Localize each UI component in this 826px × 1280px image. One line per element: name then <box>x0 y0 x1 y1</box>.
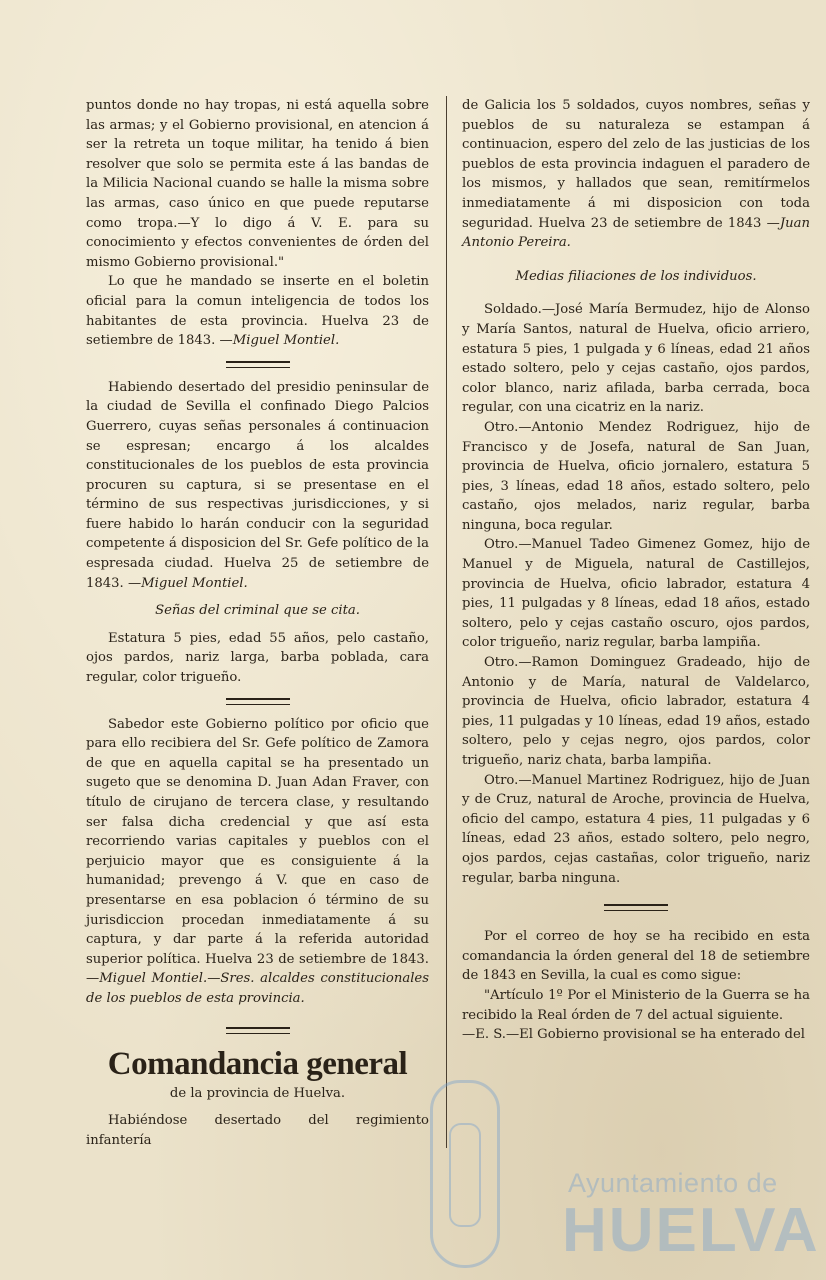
articulo-paragraph: "Artículo 1º Por el Ministerio de la Guerra se ha recibido la Real órden de 7 del actual siguiente. <box>462 987 810 1023</box>
watermark-line-1: Ayuntamiento de <box>568 1168 778 1198</box>
section-rule <box>604 904 668 911</box>
city-shield-icon <box>430 1080 500 1268</box>
column-divider <box>446 96 447 1148</box>
soldier-entry: Otro.—Antonio Mendez Rodriguez, hijo de Francisco y de Josefa, natural de San Juan, provincia de Huelva, oficio jornalero, estatura 5 pies, 3 líneas, edad 18 años, estado soltero, pelo castaño, ojos melados, nariz regular, barba ninguna, boca regular. <box>462 419 810 533</box>
left-paragraph-4-text: Sabedor este Gobierno político por oficio que para ello recibiera del Sr. Gefe político de Zamora de que en aquella capital se ha presentado un sugeto que se denomina D. Juan Adan Fraver, con título de cirujano de tercera clase, y resultando ser falsa dicha credencial y que así esta recorriendo varias capitales y pueblos con el perjuicio mayor que es consiguiente á la humanidad; prevengo á V. que en caso de presentarse en esa poblacion ó término de su jurisdiccion procedan inmediatamente á su captura, y dar parte á la referida autoridad superior política. Huelva 23 de setiembre de 1843. <box>86 716 429 967</box>
senas-heading: Señas del criminal que se cita. <box>155 603 360 619</box>
right-paragraph-1 <box>462 96 810 253</box>
left-paragraph-3 <box>86 378 429 594</box>
left-column <box>86 96 429 1150</box>
watermark-line-2: HUELVA <box>562 1196 820 1265</box>
left-paragraph-5: Habiéndose desertado del regimiento infantería <box>86 1113 429 1148</box>
soldier-entry: Otro.—Manuel Tadeo Gimenez Gomez, hijo de Manuel y de Miguela, natural de Castillejos, provincia de Huelva, oficio labrador, estatura 4 pies, 11 pulgadas y 8 líneas, edad 18 años, estado soltero, pelo y cejas castaño oscuro, ojos pardos, color trigueño, nariz regular, barba lampiña. <box>462 537 810 651</box>
headline-comandancia: Comandancia general <box>107 1045 408 1082</box>
soldier-entry: Soldado.—José María Bermudez, hijo de Alonso y María Santos, natural de Huelva, oficio arriero, estatura 5 pies, 1 pulgada y 6 líneas, edad 21 años estado soltero, pelo y cejas castaño, ojos pardos, color blanco, nariz afilada, barba cerrada, boca regular, con una cicatriz en la nariz. <box>462 302 810 416</box>
section-rule <box>226 698 290 705</box>
correo-paragraph: Por el correo de hoy se ha recibido en esta comandancia la órden general del 18 de setiembre de 1843 en Sevilla, la cual es como sigue: <box>462 929 810 984</box>
signature-montiel-2: —Miguel Montiel. <box>127 575 248 591</box>
right-column <box>462 96 810 1045</box>
left-paragraph-1: puntos donde no hay tropas, ni está aquella sobre las armas; y el Gobierno provisional, en atencion á ser la retreta un toque militar, ha tenido á bien resolver que solo se permita este á las bandas de la Milicia Nacional cuando se halle la misma sobre las armas, caso único en que puede reputarse como tropa.—Y lo digo á V. E. para su conocimiento y efectos convenientes de órden del mismo Gobierno provisional." <box>86 98 429 270</box>
soldier-entry: Otro.—Manuel Martinez Rodriguez, hijo de Juan y de Cruz, natural de Aroche, provincia de Huelva, oficio del campo, estatura 4 pies, 11 pulgadas y 6 líneas, edad 23 años, estado soltero, pelo negro, ojos pardos, cejas castañas, color trigueño, nariz regular, barba ninguna. <box>462 772 810 886</box>
subheadline: de la provincia de Huelva. <box>169 1085 346 1101</box>
es-paragraph: —E. S.—El Gobierno provisional se ha enterado del <box>462 1027 806 1043</box>
senas-paragraph: Estatura 5 pies, edad 55 años, pelo castaño, ojos pardos, nariz larga, barba poblada, cara regular, color trigueño. <box>86 630 429 686</box>
left-paragraph-4 <box>86 715 429 1009</box>
signature-montiel-3: —Miguel Montiel.—Sres. alcaldes constitucionales de los pueblos de esta provincia. <box>86 971 429 1006</box>
left-paragraph-3-text: Habiendo desertado del presidio peninsular de la ciudad de Sevilla el confinado Diego Palcios Guerrero, cuyas señas personales á continuacion se espresan; encargo á los alcaldes constitucionales de los pueblos de esta provincia procuren su captura, si se presentase en el término de sus respectivas jurisdicciones, y si fuere habido lo harán conducir con la seguridad competente á disposicion del Sr. Gefe político de la espresada ciudad. Huelva 25 de setiembre de 1843. <box>86 379 429 591</box>
section-rule <box>226 361 290 368</box>
left-paragraph-2-text: Lo que he mandado se inserte en el boletin oficial para la comun inteligencia de todos los habitantes de esta provincia. Huelva 23 de setiembre de 1843. <box>86 274 429 349</box>
left-paragraph-2 <box>86 272 429 350</box>
filiaciones-heading: Medias filiaciones de los individuos. <box>515 268 757 284</box>
soldier-entry: Otro.—Ramon Dominguez Gradeado, hijo de Antonio y de María, natural de Valdelarco, provincia de Huelva, oficio labrador, estatura 4 pies, 11 pulgadas y 10 líneas, edad 19 años, estado soltero, pelo y cejas negro, ojos pardos, color trigueño, nariz chata, barba lampiña. <box>462 655 810 768</box>
watermark <box>420 1080 820 1270</box>
section-rule <box>226 1027 290 1034</box>
signature-montiel-1: —Miguel Montiel. <box>219 333 340 349</box>
right-paragraph-1-text: de Galicia los 5 soldados, cuyos nombres, señas y pueblos de su naturaleza se estampan á continuacion, espero del zelo de las justicias de los pueblos de esta provincia indaguen el paradero de los mismos, y hallados que sean, remitírmelos inmediatamente á mi disposicion con toda seguridad. Huelva 23 de setiembre de 1843 <box>462 98 810 231</box>
signature-pereira: —Juan Antonio Pereira. <box>462 215 810 251</box>
